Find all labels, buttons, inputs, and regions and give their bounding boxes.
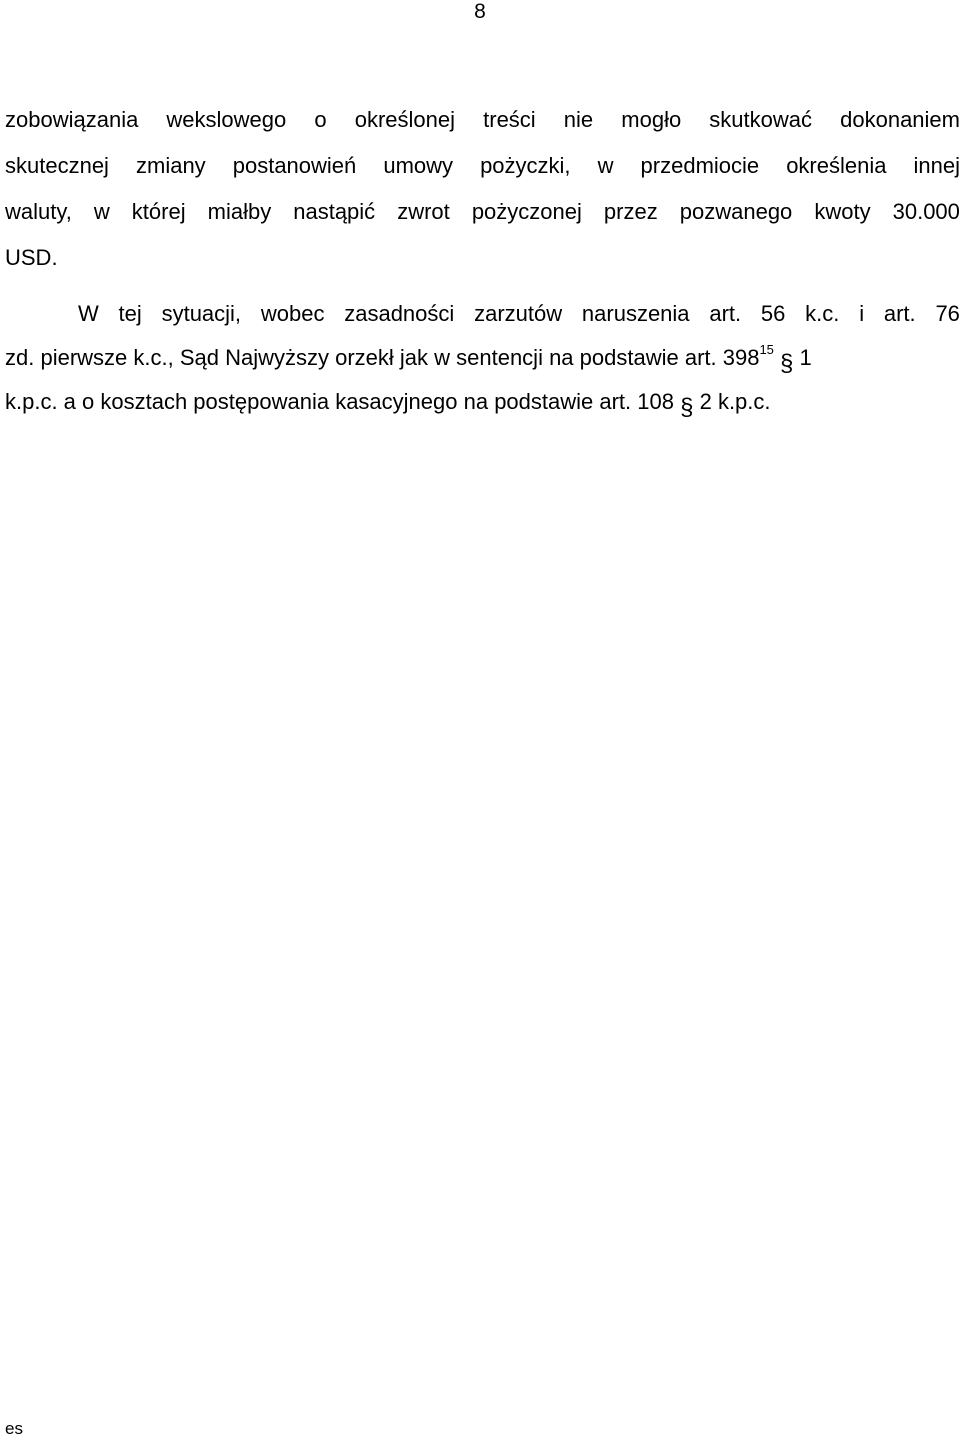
word: 76 — [935, 301, 960, 326]
word: pożyczonej — [471, 199, 582, 224]
word: nastąpić — [293, 199, 376, 224]
paragraph-1-line-3 — [5, 189, 960, 235]
word: pożyczki, — [480, 153, 571, 178]
paragraph-1-line-4: USD. — [5, 245, 58, 270]
word: tej — [118, 301, 142, 326]
paragraph-1-line-1 — [5, 97, 960, 143]
word: innej — [913, 153, 960, 178]
word: postanowień — [232, 153, 357, 178]
word: umowy — [383, 153, 454, 178]
section-sign: § — [680, 394, 694, 421]
page-number: 8 — [474, 0, 486, 23]
word: pozwanego — [679, 199, 793, 224]
word: i — [859, 301, 865, 326]
word: dokonaniem — [840, 107, 960, 132]
footer-mark: es — [5, 1419, 23, 1438]
word: k.c. — [805, 301, 840, 326]
word: określenia — [786, 153, 887, 178]
word: określonej — [354, 107, 456, 132]
word: skutecznej — [5, 153, 109, 178]
word: zmiany — [136, 153, 206, 178]
word: miałby — [207, 199, 272, 224]
word: skutkować — [709, 107, 813, 132]
word: w — [597, 153, 614, 178]
word: zwrot — [397, 199, 450, 224]
word: sytuacji, — [161, 301, 242, 326]
word: 30.000 — [892, 199, 960, 224]
word: przez — [603, 199, 658, 224]
text-run: zd. pierwsze k.c., Sąd Najwyższy orzekł jak w sentencji na podstawie art. 398 — [5, 345, 760, 370]
word: zasadności — [344, 301, 455, 326]
word: art. — [709, 301, 742, 326]
word: w — [93, 199, 110, 224]
word: wobec — [260, 301, 325, 326]
section-sign: § — [780, 350, 794, 377]
paragraph-2-line-3 — [5, 379, 771, 425]
word: 56 — [760, 301, 786, 326]
word: kwoty — [814, 199, 871, 224]
word: przedmiocie — [640, 153, 760, 178]
word: art. — [883, 301, 916, 326]
word: zarzutów — [474, 301, 563, 326]
word: naruszenia — [581, 301, 690, 326]
text-run: 1 — [799, 345, 812, 370]
word: której — [131, 199, 186, 224]
text-run: 2 k.p.c. — [699, 389, 771, 414]
paragraph-1-line-2 — [5, 143, 960, 189]
word: waluty, — [5, 199, 72, 224]
word: W — [78, 301, 99, 326]
word: nie — [563, 107, 594, 132]
word: wekslowego — [166, 107, 287, 132]
word: o — [314, 107, 327, 132]
word: zobowiązania — [5, 107, 139, 132]
text-run: k.p.c. a o kosztach postępowania kasacyjnego na podstawie art. 108 — [5, 389, 674, 414]
superscript: 15 — [759, 341, 774, 357]
paragraph-2-line-1 — [78, 291, 960, 337]
word: treści — [483, 107, 536, 132]
word: mogło — [621, 107, 682, 132]
paragraph-2-line-2 — [5, 335, 960, 381]
